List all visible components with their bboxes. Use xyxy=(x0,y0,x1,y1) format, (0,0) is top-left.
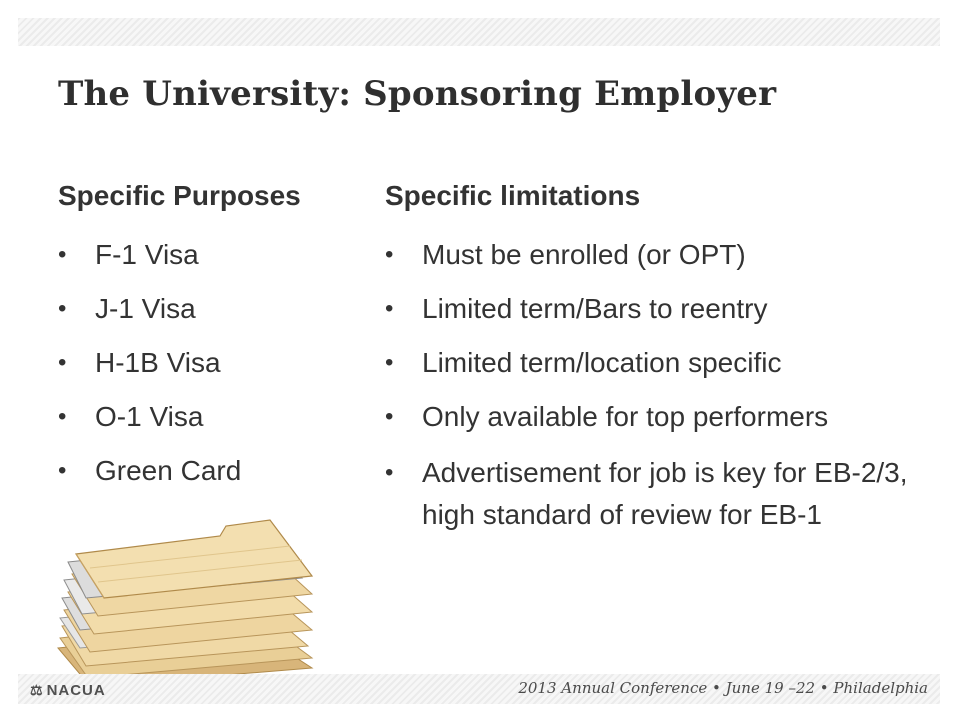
limitations-heading: Specific limitations xyxy=(385,180,641,211)
list-item: • O-1 Visa xyxy=(58,398,358,436)
list-item: • F-1 Visa xyxy=(58,236,358,274)
list-item: • J-1 Visa xyxy=(58,290,358,328)
purposes-column xyxy=(58,178,358,506)
limitations-list xyxy=(385,236,930,536)
nacua-logo xyxy=(30,680,106,700)
list-item: • Advertisement for job is key for EB-2/3, high standard of review for EB-1 xyxy=(385,452,930,536)
nacua-logo-icon: ⚖ xyxy=(30,681,44,698)
conference-footer: 2013 Annual Conference • June 19 –22 • Philadelphia xyxy=(518,679,928,697)
list-item: • Must be enrolled (or OPT) xyxy=(385,236,930,274)
purposes-list xyxy=(58,236,358,490)
slide-title: The University: Sponsoring Employer xyxy=(58,74,777,114)
limitations-column xyxy=(385,178,930,552)
list-item: • Only available for top performers xyxy=(385,398,930,436)
list-item: • Limited term/Bars to reentry xyxy=(385,290,930,328)
list-item: • H-1B Visa xyxy=(58,344,358,382)
nacua-logo-text: NACUA xyxy=(46,681,106,699)
file-folders-stack-icon xyxy=(50,498,320,688)
list-item: • Limited term/location specific xyxy=(385,344,930,382)
header-pattern-band xyxy=(18,18,940,46)
list-item: • Green Card xyxy=(58,452,358,490)
purposes-heading: Specific Purposes xyxy=(58,180,301,211)
